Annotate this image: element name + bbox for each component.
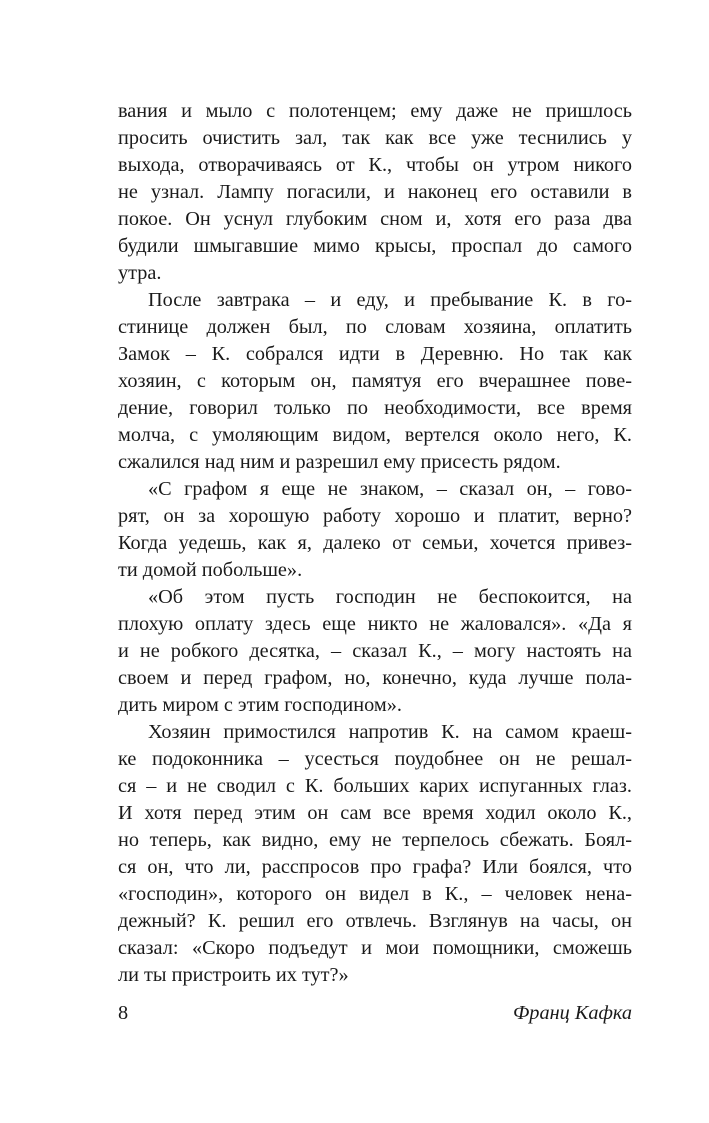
text-line: ли ты пристроить их тут?» <box>118 964 349 986</box>
text-line: дение, говорил только по необходимости, все время <box>118 397 632 419</box>
text-line: Когда уедешь, как я, далеко от семьи, хочется привез- <box>118 532 632 554</box>
text-line: ти домой побольше». <box>118 559 303 581</box>
page-number: 8 <box>118 1002 129 1024</box>
paragraph <box>118 287 632 476</box>
text-line: но теперь, как видно, ему не терпелось сбежать. Боял- <box>118 829 632 851</box>
text-line: «Об этом пусть господин не беспокоится, на <box>148 586 632 608</box>
text-line: ся – и не сводил с К. больших карих испуганных глаз. <box>118 775 632 797</box>
text-line: дить миром с этим господином». <box>118 694 402 716</box>
text-line: стинице должен был, по словам хозяина, оплатить <box>118 316 632 338</box>
text-line: вания и мыло с полотенцем; ему даже не пришлось <box>118 100 632 122</box>
text-line: ся он, что ли, расспросов про графа? Или боялся, что <box>118 856 632 878</box>
text-line: хозяин, с которым он, памятуя его вчерашнее пове- <box>118 370 632 392</box>
text-line: будили шмыгавшие мимо крысы, проспал до самого <box>118 235 632 257</box>
text-line: И хотя перед этим он сам все время ходил около К., <box>118 802 632 824</box>
text-line: просить очистить зал, так как все уже теснились у <box>118 127 632 149</box>
text-line: Замок – К. собрался идти в Деревню. Но так как <box>118 343 632 365</box>
text-line: утра. <box>118 262 162 284</box>
text-line: «С графом я еще не знаком, – сказал он, – гово- <box>148 478 632 500</box>
text-line: покое. Он уснул глубоким сном и, хотя его раза два <box>118 208 632 230</box>
text-line: сжалился над ним и разрешил ему присесть рядом. <box>118 451 561 473</box>
text-line: не узнал. Лампу погасили, и наконец его оставили в <box>118 181 632 203</box>
text-line: своем и перед графом, но, конечно, куда лучше пола- <box>118 667 632 689</box>
text-line: Хозяин примостился напротив К. на самом краеш- <box>148 721 632 743</box>
text-line: плохую оплату здесь еще никто не жаловался». «Да я <box>118 613 632 635</box>
text-line: После завтрака – и еду, и пребывание К. в го- <box>148 289 632 311</box>
text-line: сказал: «Скоро подъедут и мои помощники, сможешь <box>118 937 632 959</box>
paragraph <box>118 476 632 584</box>
text-line: молча, с умоляющим видом, вертелся около него, К. <box>118 424 632 446</box>
text-line: «господин», которого он видел в К., – человек нена- <box>118 883 632 905</box>
running-author: Франц Кафка <box>513 1002 632 1024</box>
body-text <box>118 98 632 989</box>
paragraph <box>118 98 632 287</box>
text-line: и не робкого десятка, – сказал К., – могу настоять на <box>118 640 632 662</box>
text-line: рят, он за хорошую работу хорошо и платит, верно? <box>118 505 632 527</box>
paragraph <box>118 719 632 989</box>
paragraph <box>118 584 632 719</box>
text-line: выхода, отворачиваясь от К., чтобы он утром никого <box>118 154 632 176</box>
page-footer <box>118 1000 632 1027</box>
text-line: дежный? К. решил его отвлечь. Взглянув на часы, он <box>118 910 632 932</box>
text-line: ке подоконника – усесться поудобнее он не решал- <box>118 748 632 770</box>
